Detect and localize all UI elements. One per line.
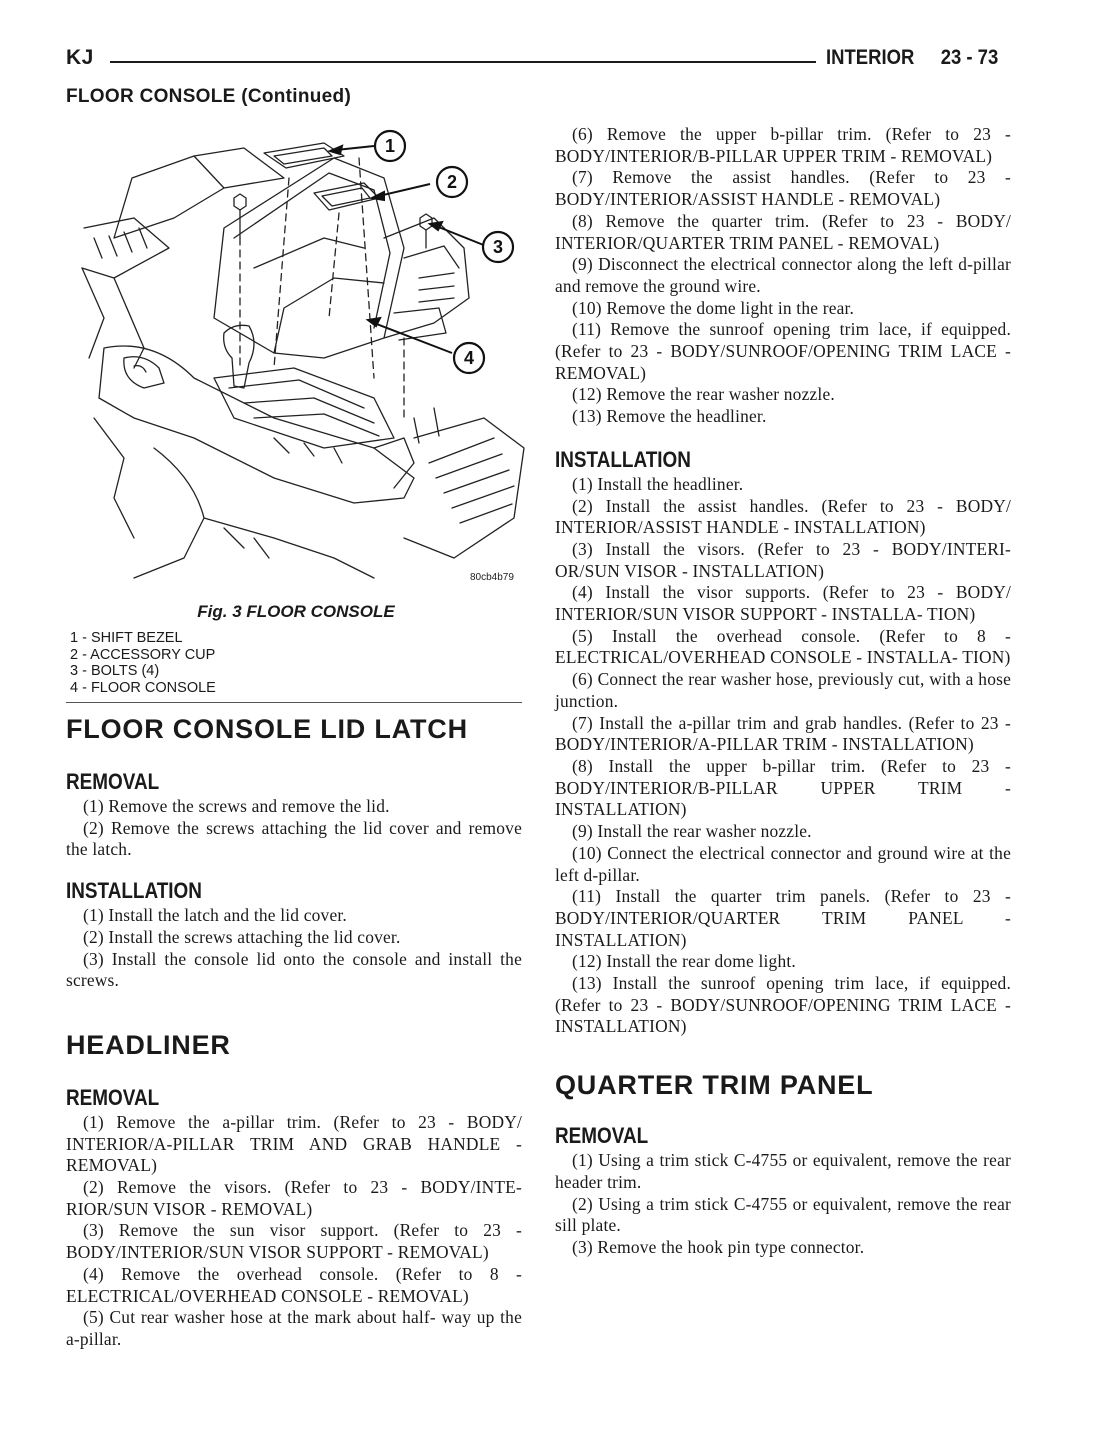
lid-latch-installation-step: (1) Install the latch and the lid cover. (83, 905, 347, 926)
headliner-removal-step: (2) Remove the visors. (Refer to 23 - BODY/INTE- RIOR/SUN VISOR - REMOVAL) (66, 1177, 522, 1219)
headliner-removal-step: (7) Remove the assist handles. (Refer to 23 - BODY/INTERIOR/ASSIST HANDLE - REMOVAL) (555, 167, 1011, 210)
figure-caption: Fig. 3 FLOOR CONSOLE (197, 602, 395, 621)
headliner-installation-step: (10) Connect the electrical connector and ground wire at the left d-pillar. (555, 842, 1011, 885)
headliner-removal-step: (5) Cut rear washer hose at the mark about half- way up the a-pillar. (66, 1307, 522, 1349)
headliner-installation-step: (9) Install the rear washer nozzle. (572, 821, 812, 842)
headliner-removal-heading: REMOVAL (66, 1084, 160, 1110)
legend-item: 2 - ACCESSORY CUP (70, 646, 216, 663)
headliner-installation-step: (6) Connect the rear washer hose, previously cut, with a hose junction. (555, 669, 1011, 711)
lid-latch-removal-step: (1) Remove the screws and remove the lid. (83, 796, 390, 816)
legend-item: 4 - FLOOR CONSOLE (70, 679, 216, 696)
figure-legend (70, 630, 216, 696)
lid-latch-installation-heading: INSTALLATION (66, 878, 202, 904)
quarter-trim-title: QUARTER TRIM PANEL (555, 1070, 874, 1101)
quarter-trim-removal-step: (2) Using a trim stick C-4755 or equivalent, remove the rear sill plate. (555, 1193, 1011, 1236)
callout-2-label: 2 (446, 172, 458, 192)
headliner-installation-step: (8) Install the upper b-pillar trim. (Refer to 23 - BODY/INTERIOR/B-PILLAR UPPER TRIM - INSTALLATION) (555, 755, 1011, 820)
headliner-removal-step: (6) Remove the upper b-pillar trim. (Refer to 23 - BODY/INTERIOR/B-PILLAR UPPER TRIM - REMOVAL) (555, 124, 1011, 166)
headliner-installation-step: (13) Install the sunroof opening trim lace, if equipped. (Refer to 23 - BODY/SUNROOF/OPENING TRIM LACE - INSTALLATION) (555, 973, 1011, 1037)
headliner-removal-step: (11) Remove the sunroof opening trim lace, if equipped. (Refer to 23 - BODY/SUNROOF/OPENING TRIM LACE - REMOVAL) (555, 319, 1011, 383)
callout-1-label: 1 (384, 136, 396, 156)
headliner-removal-step: (1) Remove the a-pillar trim. (Refer to 23 - BODY/ INTERIOR/A-PILLAR TRIM AND GRAB HANDLE - REMOVAL) (66, 1111, 522, 1176)
quarter-trim-removal-heading: REMOVAL (555, 1123, 649, 1149)
lid-latch-installation-step: (3) Install the console lid onto the console and install the screws. (66, 948, 522, 991)
lid-latch-title: FLOOR CONSOLE LID LATCH (66, 714, 468, 744)
headliner-removal-step: (13) Remove the headliner. (572, 406, 767, 427)
headliner-installation-step: (3) Install the visors. (Refer to 23 - BODY/INTERI- OR/SUN VISOR - INSTALLATION) (555, 538, 1011, 581)
headliner-installation-step: (7) Install the a-pillar trim and grab handles. (Refer to 23 - BODY/INTERIOR/A-PILLAR TRIM - INSTALLATION) (555, 712, 1011, 755)
headliner-removal-step: (10) Remove the dome light in the rear. (572, 297, 855, 318)
lid-latch-removal-heading: REMOVAL (66, 769, 160, 794)
floor-console-illustration (74, 118, 528, 588)
figure-separator (66, 702, 522, 703)
header-page-number: 23 - 73 (940, 46, 999, 69)
headliner-removal-step: (12) Remove the rear washer nozzle. (572, 384, 835, 405)
headliner-installation-step: (11) Install the quarter trim panels. (Refer to 23 - BODY/INTERIOR/QUARTER TRIM PANEL - INSTALLATION) (555, 886, 1011, 950)
headliner-installation-step: (1) Install the headliner. (572, 473, 744, 494)
headliner-removal-step: (8) Remove the quarter trim. (Refer to 23 - BODY/ INTERIOR/QUARTER TRIM PANEL - REMOVAL) (555, 210, 1011, 253)
callout-3-label: 3 (492, 237, 504, 257)
headliner-installation-step: (2) Install the assist handles. (Refer to 23 - BODY/ INTERIOR/ASSIST HANDLE - INSTALLATION) (555, 495, 1011, 538)
legend-item: 1 - SHIFT BEZEL (70, 630, 183, 646)
headliner-removal-step: (9) Disconnect the electrical connector along the left d-pillar and remove the ground wire. (555, 254, 1011, 296)
figure-image-code: 80cb4b79 (470, 572, 514, 583)
header-manual-code: KJ (66, 46, 94, 69)
headliner-installation-step: (5) Install the overhead console. (Refer to 8 - ELECTRICAL/OVERHEAD CONSOLE - INSTALLA- TION) (555, 625, 1011, 668)
continued-title: FLOOR CONSOLE (Continued) (66, 86, 352, 107)
legend-item: 3 - BOLTS (4) (70, 663, 160, 679)
headliner-removal-step: (4) Remove the overhead console. (Refer to 8 - ELECTRICAL/OVERHEAD CONSOLE - REMOVAL) (66, 1263, 522, 1306)
left-column (66, 706, 522, 1351)
quarter-trim-removal-step: (3) Remove the hook pin type connector. (572, 1236, 865, 1257)
header-section-page (826, 46, 998, 70)
headliner-title: HEADLINER (66, 1029, 231, 1060)
callout-4-label: 4 (463, 348, 475, 368)
right-column (555, 124, 1011, 1259)
headliner-installation-step: (4) Install the visor supports. (Refer to 23 - BODY/ INTERIOR/SUN VISOR SUPPORT - INSTALLA- TION) (555, 582, 1011, 625)
quarter-trim-removal-step: (1) Using a trim stick C-4755 or equivalent, remove the rear header trim. (555, 1150, 1011, 1192)
headliner-removal-step: (3) Remove the sun visor support. (Refer to 23 - BODY/INTERIOR/SUN VISOR SUPPORT - REMOVAL) (66, 1220, 522, 1263)
headliner-installation-step: (12) Install the rear dome light. (572, 951, 796, 972)
lid-latch-installation-step: (2) Install the screws attaching the lid cover. (83, 926, 401, 947)
lid-latch-removal-step: (2) Remove the screws attaching the lid cover and remove the latch. (66, 817, 522, 860)
headliner-installation-heading: INSTALLATION (555, 446, 691, 472)
header-rule (110, 61, 816, 63)
header-section: INTERIOR (826, 46, 915, 69)
